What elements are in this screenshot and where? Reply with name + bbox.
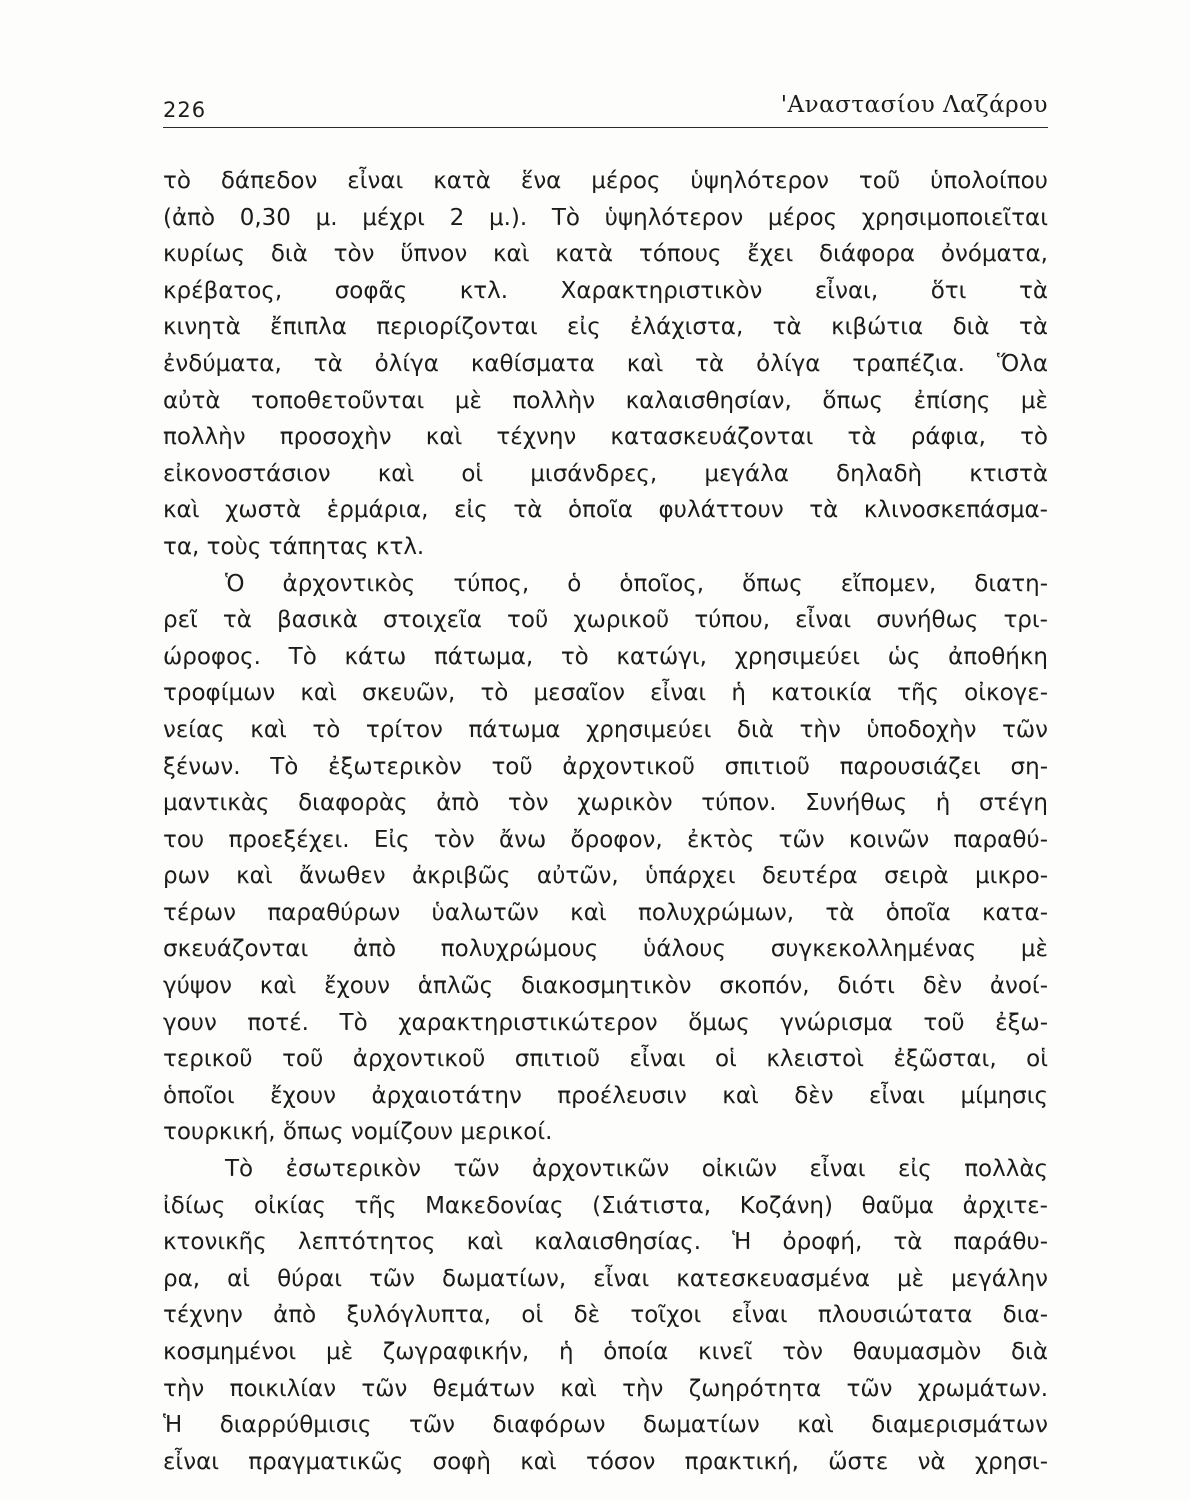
text-line: γύψον καὶ ἔχουν ἁπλῶς διακοσμητικὸν σκοπόν, διότι δὲν ἀνοί-	[163, 973, 1048, 1000]
text-line: ξένων. Τὸ ἐξωτερικὸν τοῦ ἀρχοντικοῦ σπιτιοῦ παρουσιάζει ση-	[163, 753, 1048, 780]
text-line: τὸ δάπεδον εἶναι κατὰ ἕνα μέρος ὑψηλότερον τοῦ ὑπολοίπου	[163, 168, 1048, 194]
text-line: γουν ποτέ. Τὸ χαρακτηριστικώτερον ὅμως γνώρισμα τοῦ ἐξω-	[163, 1009, 1048, 1036]
text-line: ὁποῖοι ἔχουν ἀρχαιοτάτην προέλευσιν καὶ δὲν εἶναι μίμησις	[163, 1082, 1048, 1109]
text-line: ώροφος. Τὸ κάτω πάτωμα, τὸ κατώγι, χρησιμεύει ὡς ἀποθήκη	[163, 643, 1048, 670]
paragraph-start-line: Τὸ ἐσωτερικὸν τῶν ἀρχοντικῶν οἰκιῶν εἶναι εἰς πολλὰς	[225, 1156, 1048, 1183]
text-line: Ἡ διαρρύθμισις τῶν διαφόρων δωματίων καὶ διαμερισμάτων	[163, 1412, 1048, 1439]
text-line: εἰκονοστάσιον καὶ οἱ μισάνδρες, μεγάλα δηλαδὴ κτιστὰ	[163, 460, 1048, 487]
text-line: τροφίμων καὶ σκευῶν, τὸ μεσαῖον εἶναι ἡ κατοικία τῆς οἰκογε-	[163, 680, 1048, 707]
text-line: τα, τοὺς τάπητας κτλ.	[163, 533, 425, 560]
page-header	[163, 92, 1048, 126]
text-line: κτονικῆς λεπτότητος καὶ καλαισθησίας. Ἡ ὀροφή, τὰ παράθυ-	[163, 1229, 1048, 1256]
text-line: τουρκική, ὅπως νομίζουν μερικοί.	[163, 1119, 553, 1146]
text-line: ρεῖ τὰ βασικὰ στοιχεῖα τοῦ χωρικοῦ τύπου, εἶναι συνήθως τρι-	[163, 607, 1048, 634]
text-line: ἐνδύματα, τὰ ὀλίγα καθίσματα καὶ τὰ ὀλίγα τραπέζια. Ὅλα	[163, 350, 1048, 377]
text-line: (ἀπὸ 0,30 μ. μέχρι 2 μ.). Τὸ ὑψηλότερον μέρος χρησιμοποιεῖται	[163, 204, 1048, 231]
text-line: εἶναι πραγματικῶς σοφὴ καὶ τόσον πρακτική, ὥστε νὰ χρησι-	[163, 1448, 1048, 1475]
body-text	[163, 163, 1048, 1480]
text-line: κυρίως διὰ τὸν ὕπνον καὶ κατὰ τόπους ἔχει διάφορα ὀνόματα,	[163, 241, 1048, 268]
text-line: τερικοῦ τοῦ ἀρχοντικοῦ σπιτιοῦ εἶναι οἱ κλειστοὶ ἐξῶσται, οἱ	[163, 1046, 1048, 1073]
text-line: καὶ χωστὰ ἑρμάρια, εἰς τὰ ὁποῖα φυλάττουν τὰ κλινοσκεπάσμα-	[163, 497, 1048, 524]
page-number: 226	[163, 98, 207, 122]
text-line: κρέβατος, σοφᾶς κτλ. Χαρακτηριστικὸν εἶναι, ὅτι τὰ	[163, 277, 1048, 304]
text-line: τέχνην ἀπὸ ξυλόγλυπτα, οἱ δὲ τοῖχοι εἶναι πλουσιώτατα δια-	[163, 1302, 1048, 1329]
text-line: του προεξέχει. Εἰς τὸν ἄνω ὄροφον, ἐκτὸς τῶν κοινῶν παραθύ-	[163, 826, 1048, 853]
text-line: κινητὰ ἔπιπλα περιορίζονται εἰς ἐλάχιστα, τὰ κιβώτια διὰ τὰ	[163, 314, 1048, 341]
text-line: σκευάζονται ἀπὸ πολυχρώμους ὑάλους συγκεκολλημένας μὲ	[163, 936, 1048, 963]
text-line: ἰδίως οἰκίας τῆς Μακεδονίας (Σιάτιστα, Κοζάνη) θαῦμα ἀρχιτε-	[163, 1192, 1048, 1219]
text-line: ρων καὶ ἄνωθεν ἀκριβῶς αὐτῶν, ὑπάρχει δευτέρα σειρὰ μικρο-	[163, 863, 1048, 890]
running-title: 'Αναστασίου Λαζάρου	[780, 92, 1048, 118]
text-line: αὐτὰ τοποθετοῦνται μὲ πολλὴν καλαισθησίαν, ὅπως ἐπίσης μὲ	[163, 387, 1048, 414]
text-line: νείας καὶ τὸ τρίτον πάτωμα χρησιμεύει διὰ τὴν ὑποδοχὴν τῶν	[163, 716, 1048, 743]
text-line: πολλὴν προσοχὴν καὶ τέχνην κατασκευάζονται τὰ ράφια, τὸ	[163, 424, 1048, 451]
text-line: μαντικὰς διαφορὰς ἀπὸ τὸν χωρικὸν τύπον. Συνήθως ἡ στέγη	[163, 790, 1048, 817]
text-line: κοσμημένοι μὲ ζωγραφικήν, ἡ ὁποία κινεῖ τὸν θαυμασμὸν διὰ	[163, 1339, 1048, 1365]
text-line: τέρων παραθύρων ὑαλωτῶν καὶ πολυχρώμων, τὰ ὁποῖα κατα-	[163, 899, 1048, 926]
header-rule	[163, 127, 1048, 128]
paragraph-start-line: Ὁ ἀρχοντικὸς τύπος, ὁ ὁποῖος, ὅπως εἴπομεν, διατη-	[225, 570, 1048, 597]
text-line: ρα, αἱ θύραι τῶν δωματίων, εἶναι κατεσκευασμένα μὲ μεγάλην	[163, 1265, 1048, 1292]
text-line: τὴν ποικιλίαν τῶν θεμάτων καὶ τὴν ζωηρότητα τῶν χρωμάτων.	[163, 1375, 1048, 1402]
